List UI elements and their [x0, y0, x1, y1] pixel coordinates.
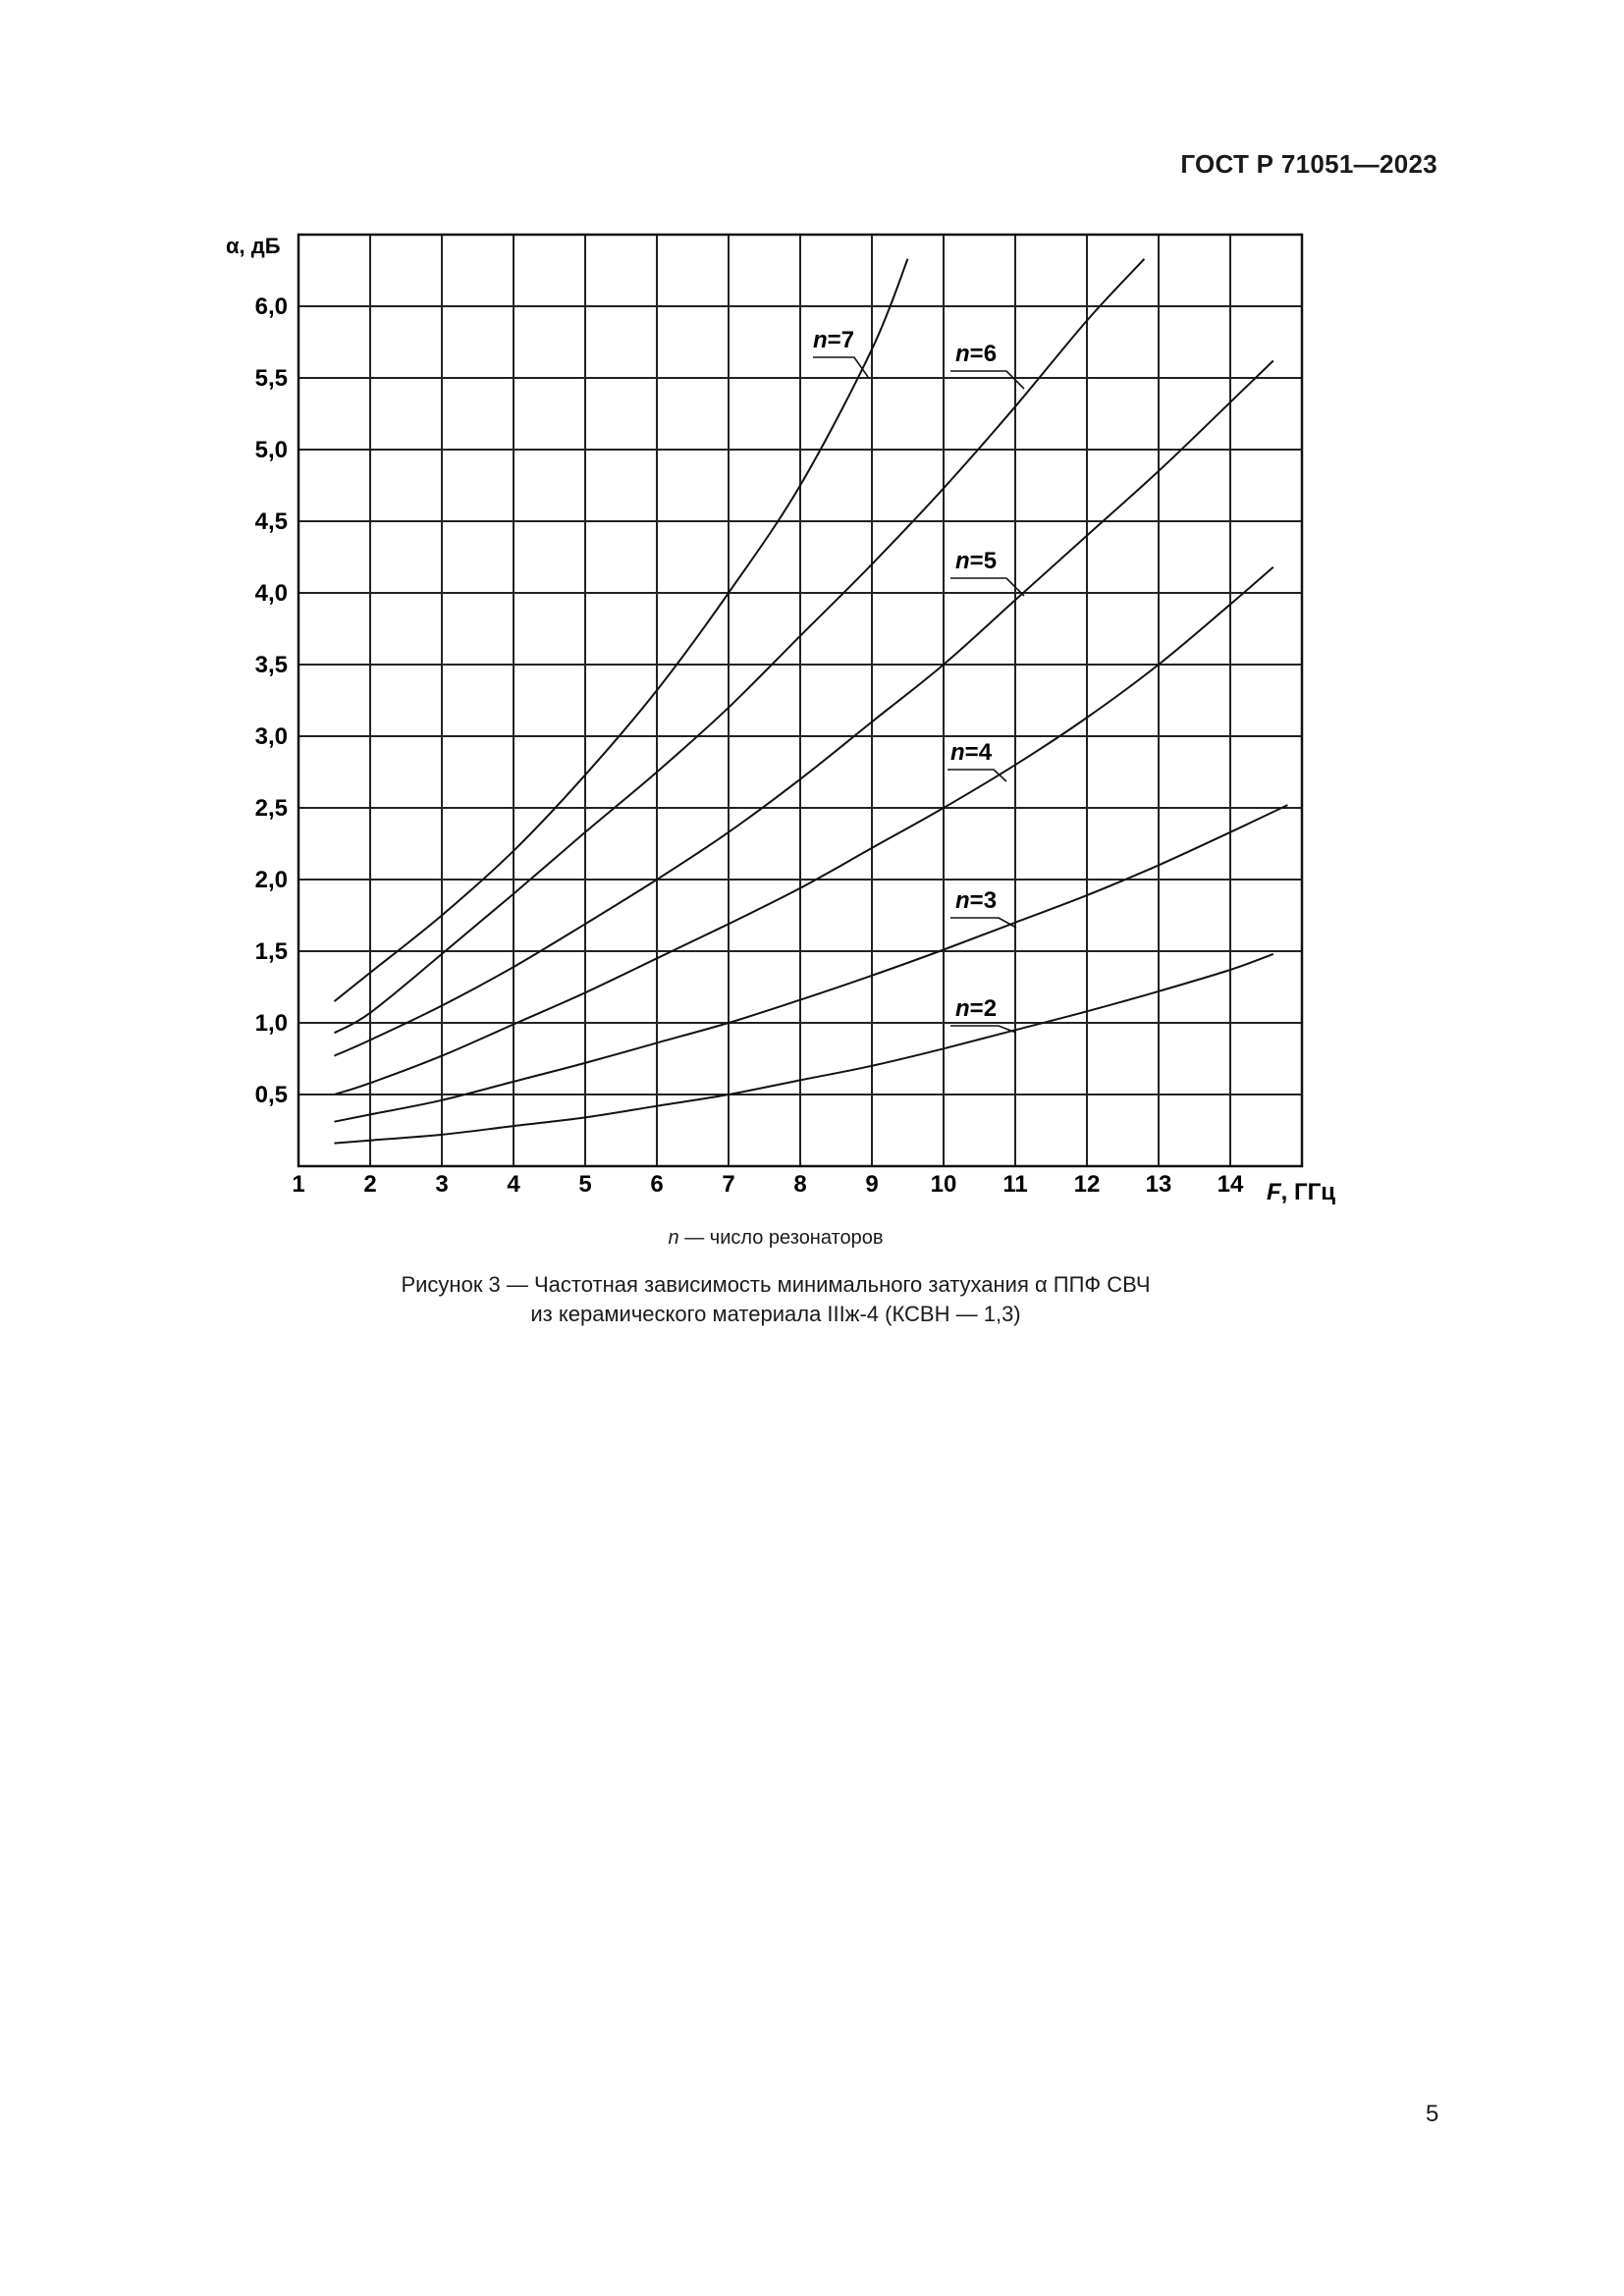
curve-label-value: =5: [969, 548, 998, 574]
legend-variable: n: [668, 1227, 679, 1249]
y-tick-label: 1,0: [254, 1010, 288, 1037]
curve-label-var: n: [955, 548, 970, 574]
y-tick-label: 2,5: [254, 795, 288, 822]
figure-caption: [0, 1270, 1551, 1329]
y-tick-label: 4,0: [254, 580, 288, 607]
x-tick-label: 6: [650, 1171, 664, 1198]
document-header: ГОСТ Р 71051—2023: [1180, 149, 1437, 179]
chart-axes: [226, 234, 1335, 1205]
y-tick-label: 0,5: [254, 1082, 288, 1108]
y-tick-label: 4,5: [254, 508, 288, 535]
curve-label: [955, 995, 997, 1022]
x-tick-label: 1: [292, 1171, 305, 1198]
curve-label-var: n: [955, 341, 970, 367]
x-tick-label: 12: [1073, 1171, 1101, 1198]
curve-label-leader: [950, 371, 1024, 389]
x-axis-label-var: F: [1267, 1179, 1281, 1205]
x-tick-label: 10: [930, 1171, 957, 1198]
curve-label: [955, 887, 997, 914]
curve-label-value: =3: [969, 887, 998, 914]
x-tick-label: 9: [865, 1171, 879, 1198]
curve-label-value: =6: [969, 341, 998, 367]
y-tick-label: 5,5: [254, 365, 288, 392]
y-tick-label: 6,0: [254, 294, 288, 320]
x-tick-label: 5: [578, 1171, 592, 1198]
curve-n-3: [335, 805, 1288, 1122]
y-tick-label: 2,0: [254, 867, 288, 893]
legend-text: — число резонаторов: [678, 1227, 884, 1249]
x-tick-label: 8: [793, 1171, 807, 1198]
curve-label-value: =2: [969, 995, 998, 1022]
y-tick-label: 5,0: [254, 437, 288, 463]
curve-label: [955, 341, 997, 367]
y-tick-label: 1,5: [254, 938, 288, 965]
curve-label: [950, 739, 993, 766]
curve-n-4: [335, 567, 1273, 1095]
curve-label-value: =4: [964, 739, 993, 766]
x-tick-label: 4: [507, 1171, 520, 1198]
chart-grid: [298, 235, 1302, 1166]
curve-label-value: =7: [827, 327, 855, 353]
caption-line-2: из керамического материала IIIж-4 (КСВН — 1,3): [530, 1302, 1021, 1326]
curve-label: [955, 548, 997, 574]
x-tick-label: 7: [722, 1171, 735, 1198]
x-tick-label: 3: [435, 1171, 449, 1198]
curve-label-var: n: [955, 995, 970, 1022]
curve-label-var: n: [955, 887, 970, 914]
curve-n-7: [335, 259, 908, 1001]
x-axis-label-unit: , ГГц: [1280, 1179, 1335, 1205]
x-tick-label: 14: [1217, 1171, 1244, 1198]
curve-label-var: n: [813, 327, 828, 353]
y-axis-label: α, дБ: [226, 234, 281, 258]
x-tick-label: 2: [363, 1171, 377, 1198]
curve-label-var: n: [950, 739, 965, 766]
page-number: 5: [1426, 2101, 1439, 2127]
caption-line-1: Рисунок 3 — Частотная зависимость минимального затухания α ППФ СВЧ: [401, 1272, 1151, 1297]
curve-n-6: [335, 259, 1145, 1033]
curve-n-2: [335, 954, 1273, 1144]
x-tick-label: 11: [1002, 1171, 1028, 1198]
y-tick-label: 3,0: [254, 723, 288, 750]
x-axis-label: [1267, 1179, 1335, 1205]
y-tick-label: 3,5: [254, 652, 288, 678]
curve-label: [813, 327, 854, 353]
figure-legend: [0, 1227, 1551, 1250]
x-tick-label: 13: [1145, 1171, 1172, 1198]
chart-curves: [335, 259, 1288, 1144]
